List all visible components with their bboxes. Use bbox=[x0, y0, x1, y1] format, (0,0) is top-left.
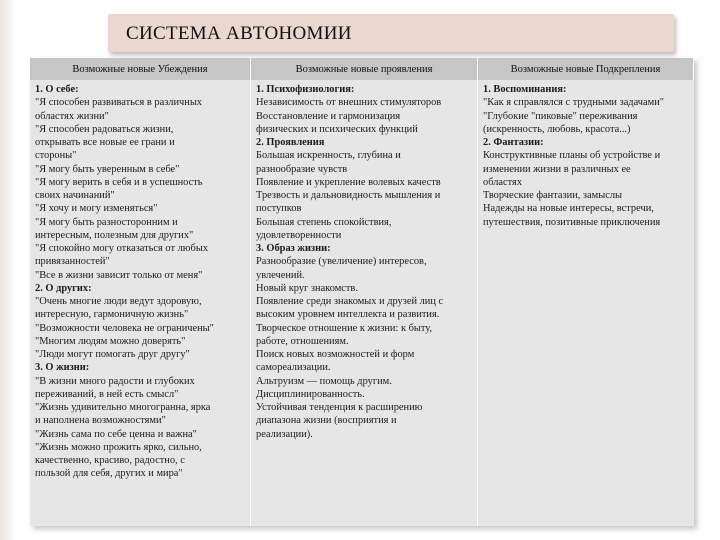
text-line: Восстановление и гармонизация bbox=[256, 110, 401, 122]
text-line: Появление и укрепление волевых качеств bbox=[256, 176, 441, 188]
text-line: Устойчивая тенденция к расширению bbox=[256, 402, 423, 413]
text-line: Творческое отношение к жизни: к быту, bbox=[256, 322, 433, 334]
text-line: стороны" bbox=[35, 150, 77, 162]
text-line: интересным, полезным для других" bbox=[35, 229, 194, 241]
text-line: увлечений. bbox=[256, 269, 305, 281]
column-reinforcements bbox=[478, 80, 694, 526]
text-line: своих начинаний" bbox=[35, 190, 115, 201]
text-line: реализации). bbox=[256, 428, 313, 440]
text-line: "Жизнь удивительно многогранна, ярка bbox=[35, 402, 211, 413]
section-heading: 2. О других: bbox=[35, 282, 92, 294]
section-heading: 2. Проявления bbox=[256, 137, 325, 148]
text-line: Новый круг знакомств. bbox=[256, 282, 358, 294]
text-line: Независимость от внешних стимуляторов bbox=[256, 97, 442, 109]
text-line: Надежды на новые интересы, встречи, bbox=[483, 203, 654, 215]
text-line: Большая искренность, глубина и bbox=[256, 150, 401, 162]
text-line: разнообразие чувств bbox=[256, 163, 348, 175]
text-line: Появление среди знакомых и друзей лиц с bbox=[256, 296, 444, 307]
text-line: высоким уровнем интеллекта и развития. bbox=[256, 309, 440, 321]
text-line: и наполнена возможностями" bbox=[35, 415, 166, 427]
column-header-reinforcements: Возможные новые Подкрепления bbox=[478, 58, 694, 80]
section-heading: 3. Образ жизни: bbox=[256, 243, 331, 254]
text-line: "Жизнь можно прожить ярко, сильно, bbox=[35, 441, 202, 453]
text-line: Дисциплинированность. bbox=[256, 388, 365, 400]
text-line: физических и психических функций bbox=[256, 123, 418, 135]
text-line: переживаний, в ней есть смысл" bbox=[35, 388, 179, 400]
text-line: "Люди могут помогать друг другу" bbox=[35, 349, 190, 360]
column-beliefs bbox=[30, 80, 251, 526]
text-line: открывать все новые ее грани и bbox=[35, 137, 175, 148]
text-line: Поиск новых возможностей и форм bbox=[256, 349, 415, 360]
text-line: областях жизни" bbox=[35, 110, 109, 122]
text-line: "В жизни много радости и глубоких bbox=[35, 375, 195, 387]
text-line: пользой для себя, других и мира" bbox=[35, 468, 183, 480]
text-line: "Я хочу и могу изменяться" bbox=[35, 203, 158, 215]
text-line: интересную, гармоничную жизнь" bbox=[35, 309, 189, 321]
text-line: качественно, красиво, радостно, с bbox=[35, 455, 185, 466]
text-line: "Я могу верить в себя и в успешность bbox=[35, 176, 203, 188]
text-line: Конструктивные планы об устройстве и bbox=[483, 150, 661, 162]
text-line: самореализации. bbox=[256, 362, 331, 374]
section-heading: 1. Воспоминания: bbox=[483, 84, 567, 95]
text-line: Трезвость и дальновидность мышления и bbox=[256, 190, 441, 201]
column-header-manifestations: Возможные новые проявления bbox=[251, 58, 478, 80]
text-line: областях bbox=[483, 176, 523, 188]
text-line: "Многим людям можно доверять" bbox=[35, 335, 186, 347]
text-line: поступков bbox=[256, 203, 302, 215]
text-line: "Я способен развиваться в различных bbox=[35, 97, 203, 109]
text-line: "Жизнь сама по себе ценна и важна" bbox=[35, 428, 197, 440]
section-heading: 3. О жизни: bbox=[35, 362, 90, 374]
text-line: Большая степень спокойствия, bbox=[256, 216, 392, 228]
section-heading: 2. Фантазии: bbox=[483, 137, 544, 148]
text-line: "Я спокойно могу отказаться от любых bbox=[35, 243, 209, 254]
text-line: работе, отношениям. bbox=[256, 335, 349, 347]
text-line: Альтруизм — помощь другим. bbox=[256, 375, 392, 387]
page-title: СИСТЕМА АВТОНОМИИ bbox=[126, 23, 352, 44]
text-line: диапазона жизни (восприятия и bbox=[256, 415, 397, 427]
text-line: "Возможности человека не ограничены" bbox=[35, 322, 214, 334]
text-line: "Как я справлялся с трудными задачами" bbox=[483, 97, 665, 109]
text-line: удовлетворенности bbox=[256, 229, 342, 241]
section-heading: 1. Психофизиология: bbox=[256, 84, 355, 95]
text-line: "Все в жизни зависит только от меня" bbox=[35, 269, 203, 281]
text-line: Творческие фантазии, замыслы bbox=[483, 190, 622, 201]
section-heading: 1. О себе: bbox=[35, 84, 79, 95]
column-manifestations bbox=[251, 80, 478, 526]
column-header-beliefs: Возможные новые Убеждения bbox=[30, 58, 251, 80]
text-line: "Я могу быть разносторонним и bbox=[35, 216, 178, 228]
side-decoration bbox=[0, 0, 14, 540]
text-line: (искренность, любовь, красота...) bbox=[483, 123, 631, 135]
text-line: "Я способен радоваться жизни, bbox=[35, 123, 174, 135]
autonomy-table bbox=[30, 58, 694, 526]
text-line: "Глубокие "пиковые" переживания bbox=[483, 110, 638, 122]
text-line: привязанностей" bbox=[35, 256, 110, 268]
text-line: "Я могу быть уверенным в себе" bbox=[35, 163, 180, 175]
title-band bbox=[108, 14, 674, 52]
text-line: изменении жизни в различных ее bbox=[483, 163, 631, 175]
text-line: "Очень многие люди ведут здоровую, bbox=[35, 296, 202, 307]
text-line: Разнообразие (увеличение) интересов, bbox=[256, 256, 427, 268]
text-line: путешествия, позитивные приключения bbox=[483, 216, 661, 228]
